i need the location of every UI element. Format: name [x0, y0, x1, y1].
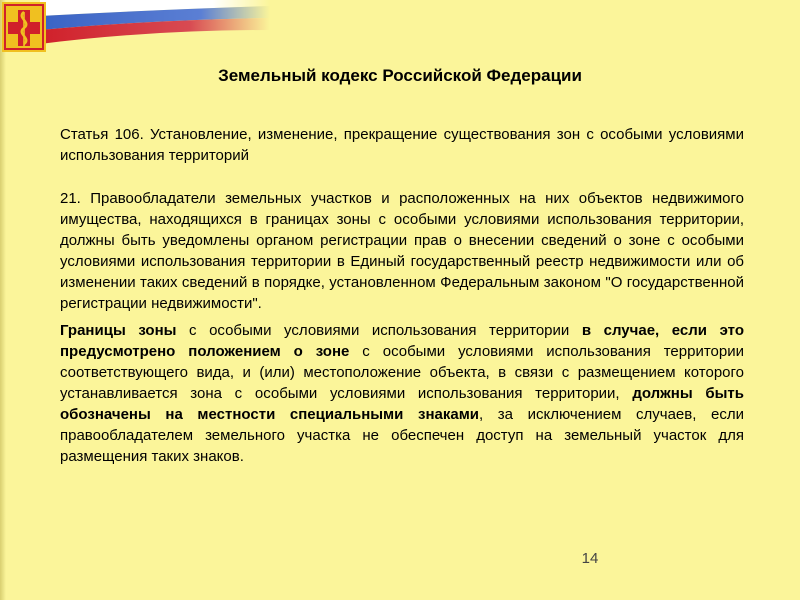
- bold-text: Границы зоны: [60, 322, 177, 339]
- plain-text: с особыми условиями использования территории: [176, 322, 582, 339]
- paragraph-21: 21. Правообладатели земельных участков и расположенных на них объектов недвижимого имущества, находящихся в границах зоны с особыми условиями использования территории, должны быть уведомлены органом регистрации прав о внесении сведений о зоне с особыми условиями использования территории в Единый государственный реестр недвижимости или об изменении таких сведений в порядке, установленном Федеральным законом "О государственной регистрации недвижимости".: [60, 190, 744, 312]
- page-number: 14: [581, 550, 599, 567]
- medical-cross-snake-icon: [2, 2, 46, 52]
- slide-content: [60, 124, 744, 467]
- article-heading: Статья 106. Установление, изменение, прекращение существования зон с особыми условиями использования территорий: [60, 126, 744, 164]
- bold-text: должны быть обозначены на местности специальными знаками: [60, 385, 744, 423]
- slide-title: Земельный кодекс Российской Федерации: [218, 66, 582, 85]
- plain-text: , за исключением случаев, если правообладателем земельного участка не обеспечен доступ на земельный участок для размещения таких знаков.: [60, 406, 744, 465]
- bold-text: в случае, если это предусмотрено положением о зоне: [60, 322, 744, 360]
- boundaries-paragraph: [60, 320, 744, 467]
- plain-text: с особыми условиями использования территории соответствующего вида, и (или) местоположение объекта, в связи с размещением которого устанавливается зона с особыми условиями использования территории,: [60, 343, 744, 402]
- left-edge-shadow: [0, 0, 6, 600]
